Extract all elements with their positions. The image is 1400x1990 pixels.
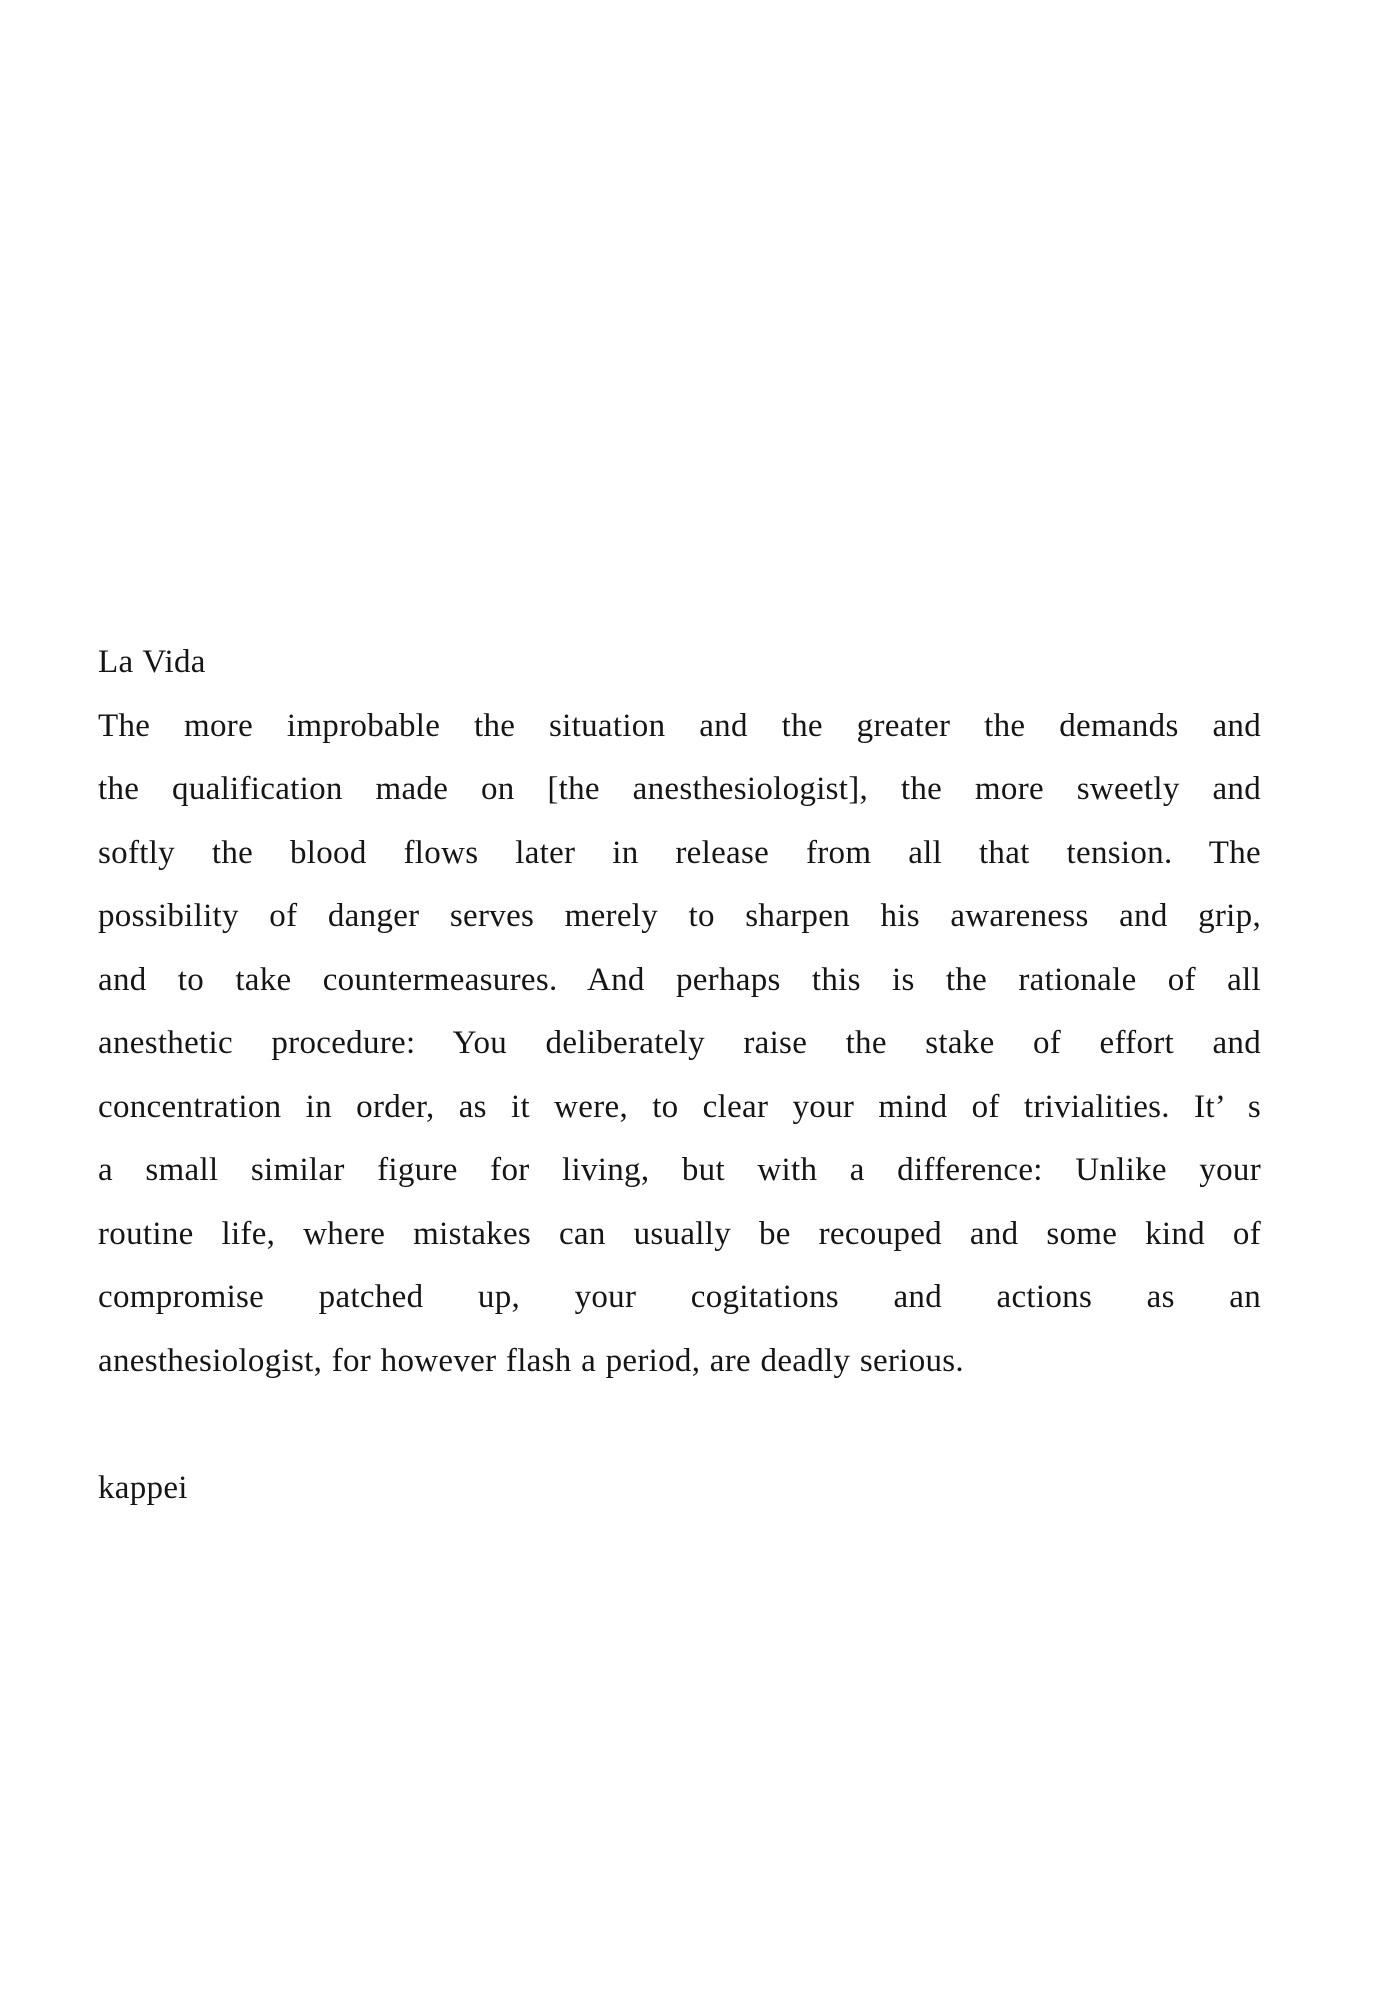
paragraph-line-11: anesthesiologist, for however flash a period, are deadly serious. xyxy=(98,1342,964,1379)
paragraph-line-8: a small similar figure for living, but with a difference: Unlike your xyxy=(98,1152,1261,1188)
paragraph-line-4: possibility of danger serves merely to sharpen his awareness and grip, xyxy=(98,898,1261,934)
paragraph-line-10: compromise patched up, your cogitations and actions as an xyxy=(98,1279,1261,1315)
document-title: La Vida xyxy=(98,644,206,680)
paragraph-line-1: The more improbable the situation and the greater the demands and xyxy=(98,707,1261,744)
paragraph-line-7: concentration in order, as it were, to clear your mind of trivialities. It’ s xyxy=(98,1088,1261,1125)
text-block xyxy=(98,631,1261,1520)
paragraph-line-2: the qualification made on [the anesthesiologist], the more sweetly and xyxy=(98,771,1261,807)
blank-line xyxy=(98,1393,1261,1457)
paragraph-line-3: softly the blood flows later in release from all that tension. The xyxy=(98,834,1261,871)
signature: kappei xyxy=(98,1469,188,1506)
paragraph-line-6: anesthetic procedure: You deliberately raise the stake of effort and xyxy=(98,1025,1261,1061)
paragraph-line-5: and to take countermeasures. And perhaps this is the rationale of all xyxy=(98,961,1261,998)
paragraph-line-9: routine life, where mistakes can usually be recouped and some kind of xyxy=(98,1215,1261,1252)
